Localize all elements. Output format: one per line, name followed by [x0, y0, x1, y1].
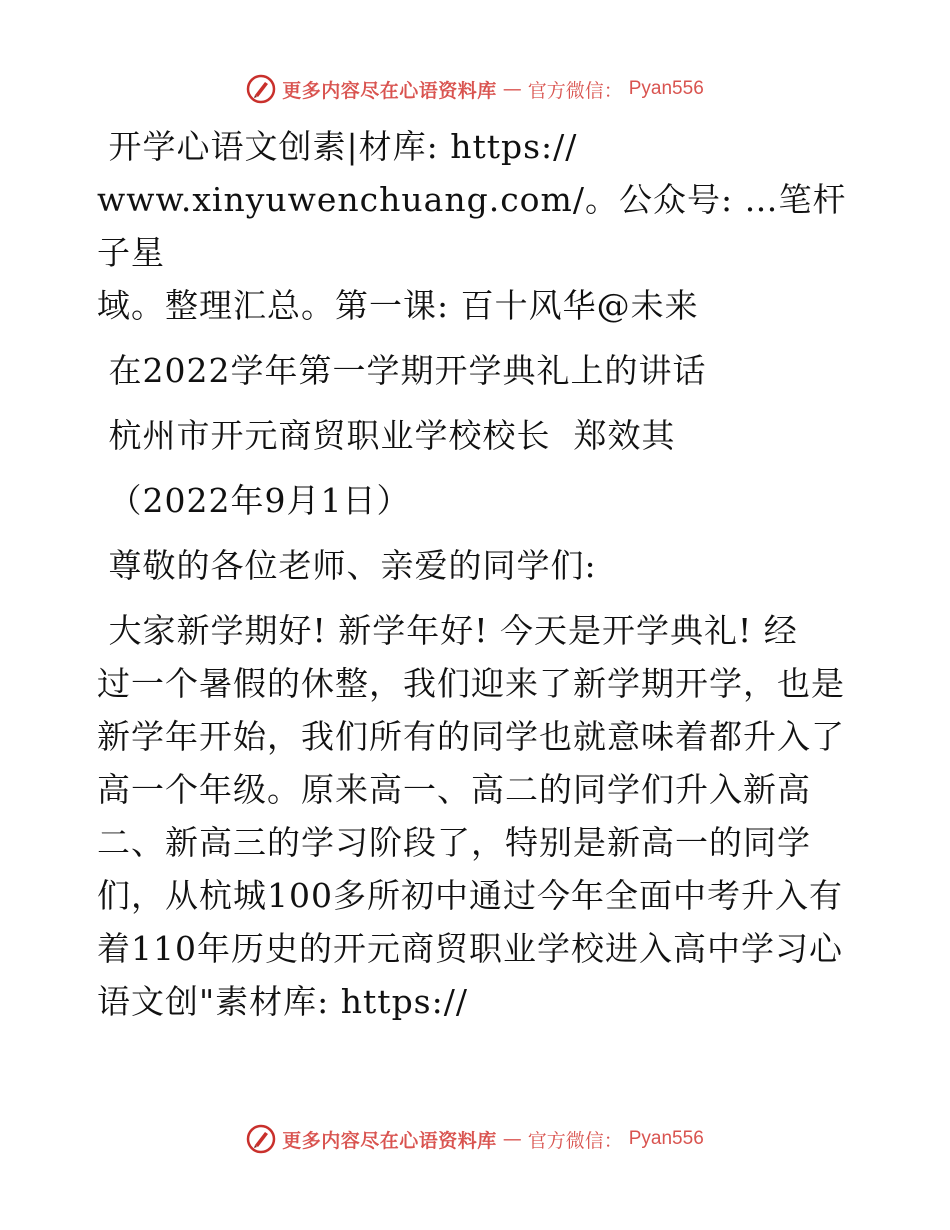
document-body — [97, 120, 857, 1028]
pen-logo-icon — [246, 74, 276, 104]
banner-dash: — — [502, 78, 522, 100]
header-banner — [0, 72, 950, 106]
wechat-label: 官方微信： — [527, 79, 623, 102]
banner-dash: — — [502, 1128, 522, 1150]
speaker-line: 杭州市开元商贸职业学校校长 郑效其 — [97, 416, 676, 455]
intro-paragraph: 开学心语文创素|材库: https:// www.xinyuwenchuang.com/。公众号: …笔杆子星 域。整理汇总。第一课: 百十风华@未来 — [97, 127, 847, 325]
footer-banner — [0, 1122, 950, 1156]
body-paragraph: 大家新学期好! 新学年好! 今天是开学典礼! 经 过一个暑假的休整，我们迎来了新学期开学，也是 新学年开始，我们所有的同学也就意味着都升入了 高一个年级。原来高一、高二的同学们升入新高 二、新高三的学习阶段了，特别是新高一的同学 们，从杭城100多所初中通过今年全面中考升入有 着110年历史的开元商贸职业学校进入高中学习心 语文创"素材库: https:// — [97, 611, 845, 1021]
wechat-label: 官方微信： — [527, 1129, 623, 1152]
wechat-id: Pyan556 — [628, 1128, 704, 1149]
banner-text: 更多内容尽在心语资料库 — [282, 79, 497, 102]
pen-logo-icon — [246, 1124, 276, 1154]
banner-text: 更多内容尽在心语资料库 — [282, 1129, 497, 1152]
date-line: （2022年9月1日） — [97, 481, 411, 520]
wechat-id: Pyan556 — [628, 78, 704, 99]
speech-title: 在2022学年第一学期开学典礼上的讲话 — [97, 351, 707, 390]
salutation: 尊敬的各位老师、亲爱的同学们: — [97, 546, 597, 585]
